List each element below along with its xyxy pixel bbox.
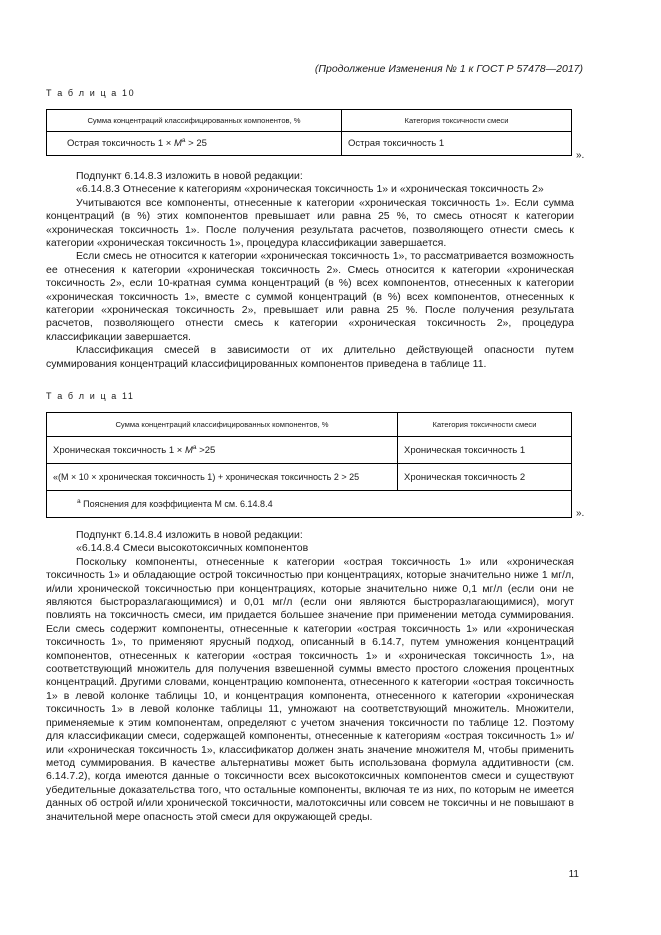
closing-quote: ». [576, 150, 585, 161]
paragraph: Классификация смесей в зависимости от их длительно действующей опасности путем суммирования концентраций классифицированных компонентов приведена в таблице 11. [46, 344, 574, 370]
closing-quote: ». [576, 508, 585, 519]
paragraph: Подпункт 6.14.8.4 изложить в новой редакции: [76, 529, 303, 541]
page-number: 11 [568, 869, 579, 880]
table-10-label: Т а б л и ц а 10 [46, 88, 136, 98]
paragraph: Поскольку компоненты, отнесенные к категории «острая токсичность 1» или «хроническая токсичность 1» и обладающие острой токсичностью при концентрациях, которые значительно ниже 1 мг/л, и/или хронической токсичностью при концентрациях, которые значительно ниже 0,1 мг/л (если они не являются быстроразлагающимися) и 0,01 мг/л (если они являются быстроразлагающимися), могут повлиять на токсичность смеси, им придается большее значение при применении метода суммирования. Если смесь содержит компоненты, отнесенные к категории «острая токсичность 1» или «хроническая токсичность 1», то применяют ярусный подход, описанный в 6.14.7, путем умножения концентраций компонентов, отнесенных к категории «острая токсичность 1» и «хроническая токсичность 1», на соответствующий множитель для получения взвешенной суммы вместо простого сложения процентных концентраций. Другими словами, концентрацию компонента, отнесенного к категории «острая токсичность 1» в левой колонке таблицы 10, и концентрация компонента, отнесенного к категории «хроническая токсичность 1» в левой колонке таблицы 11, умножают на соответствующий множитель. Множители, применяемые к этим компонентам, определяют с учетом значения токсичности по таблице 12. Поэтому для классификации смеси, содержащей компоненты, отнесенные к категориям «острая токсичность 1» и/или «хроническая токсичность 1», классификатор должен знать значение множителя М, чтобы применить метод суммирования. В качестве альтернативы может быть использована формула аддитивности (см. 6.14.7.2), когда имеются данные о токсичности всех высокотоксичных компонентов смеси и существуют убедительные доказательства того, что остальные компоненты, включая те из них, по которым не имеется данных об острой и/или хронической токсичности, малотоксичны или совсем не токсичны и не повышают в значительной мере опасность этой смеси для окружающей среды. [46, 555, 574, 823]
paragraph: «6.14.8.4 Смеси высокотоксичных компонентов [76, 542, 309, 555]
table-11 [46, 412, 572, 518]
paragraph: Если смесь не относится к категории «хроническая токсичность 1», то рассматривается возможность ее отнесения к категории «хроническая токсичность 2». Смесь относится к категории «хроническая токсичность 2», если 10-кратная сумма концентраций (в %) всех компонентов, отнесенных к категории «хроническая токсичность 1», вместе с суммой концентраций (в %) всех компонентов, отнесенных к категории «хроническая токсичность 2», превышает или равна 25 %. После получения результата расчетов, позволяющего отнести смесь к категории «хроническая токсичность 2», процедура классификации завершается. [46, 250, 574, 343]
table-10-col2-header: Категория токсичности смеси [342, 110, 572, 132]
table-11-row1-col2: Хроническая токсичность 1 [398, 437, 572, 464]
table-11-row2-col1: «(M × 10 × хроническая токсичность 1) + хроническая токсичность 2 > 25 [47, 464, 398, 491]
section-6-14-8-3 [46, 170, 574, 371]
table-10-row-col2: Острая токсичность 1 [342, 132, 572, 156]
section-6-14-8-4 [46, 529, 574, 824]
table-11-label: Т а б л и ц а 11 [46, 391, 135, 401]
paragraph: Подпункт 6.14.8.3 изложить в новой редакции: [76, 170, 303, 182]
table-11-col1-header: Сумма концентраций классифицированных компонентов, % [47, 413, 398, 437]
table-11-row1-col1: Хроническая токсичность $1 \times M^a >25$ [47, 437, 398, 464]
document-header: (Продолжение Изменения № 1 к ГОСТ Р 57478—2017) [314, 63, 583, 75]
table-10-row-col1: Острая токсичность $1 \times M^a > 25$ [47, 132, 342, 156]
paragraph: «6.14.8.3 Отнесение к категориям «хроническая токсичность 1» и «хроническая токсичность 2» [76, 183, 544, 196]
paragraph: Учитываются все компоненты, отнесенные к категории «хроническая токсичность 1». Если сумма концентраций (в %) этих компонентов превышает или равна 25 %, то смесь относят к категории «хроническая токсичность 1». После получения результата расчетов, позволяющего отнести смесь к категории «хроническая токсичность 1», процедура классификации завершается. [46, 196, 574, 250]
table-11-col2-header: Категория токсичности смеси [398, 413, 572, 437]
table-11-row2-col2: Хроническая токсичность 2 [398, 464, 572, 491]
table-10-col1-header: Сумма концентраций классифицированных компонентов, % [47, 110, 342, 132]
table-10 [46, 109, 572, 156]
table-11-footnote: $^а$ Пояснения для коэффициента М см. 6.14.8.4 [47, 491, 572, 518]
